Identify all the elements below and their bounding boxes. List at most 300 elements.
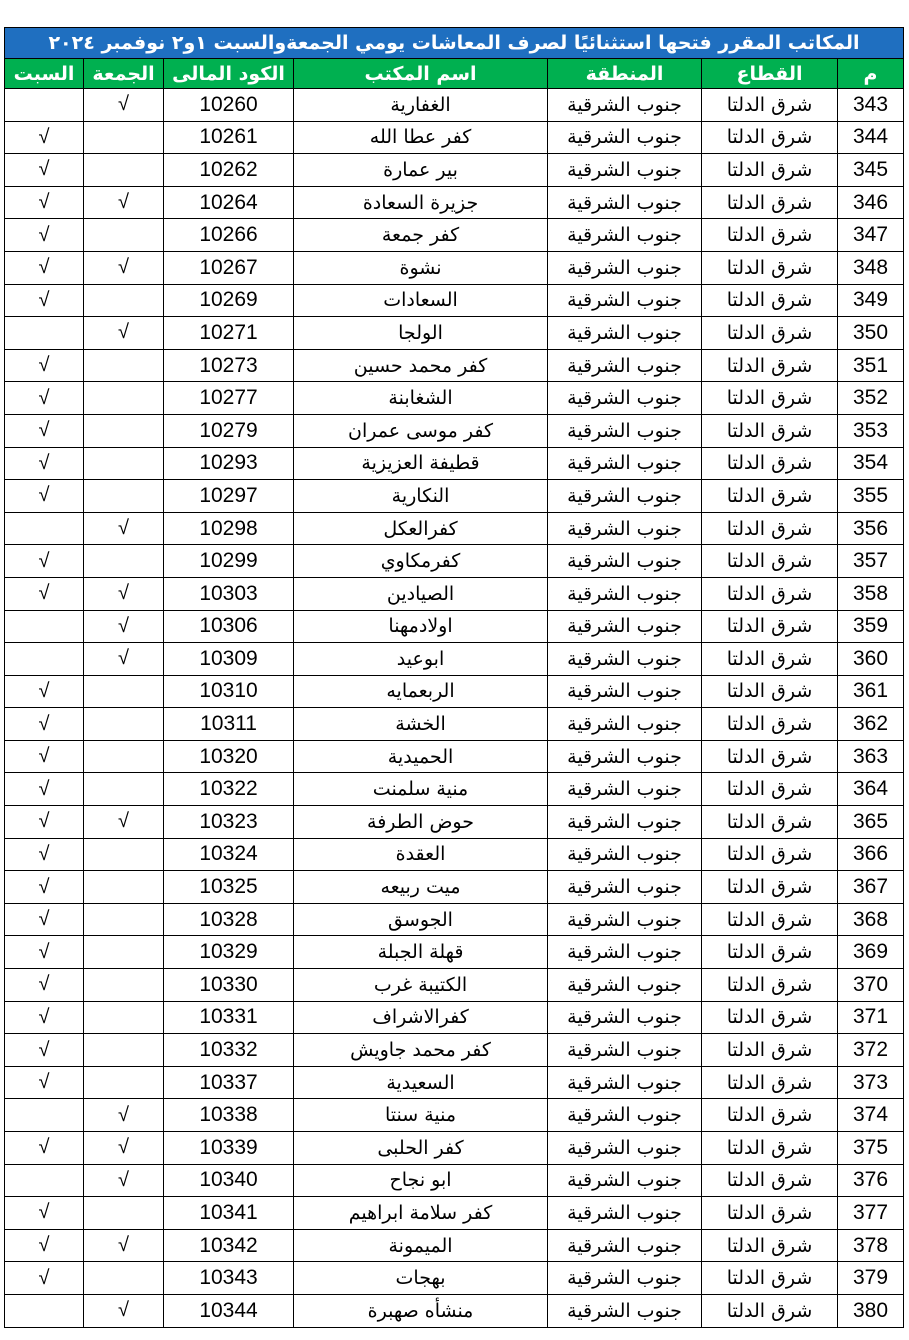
friday-check-cell: √ — [84, 1229, 164, 1262]
office-name-cell: الشغابنة — [294, 382, 548, 415]
financial-code-cell: 10330 — [164, 969, 294, 1002]
saturday-check-cell — [5, 1294, 84, 1327]
financial-code-cell: 10332 — [164, 1034, 294, 1067]
office-name-cell: الصيادين — [294, 577, 548, 610]
financial-code-cell: 10341 — [164, 1197, 294, 1230]
saturday-check-cell: √ — [5, 871, 84, 904]
financial-code-cell: 10279 — [164, 414, 294, 447]
sector-cell: شرق الدلتا — [702, 447, 838, 480]
region-cell: جنوب الشرقية — [548, 643, 702, 676]
saturday-check-cell: √ — [5, 382, 84, 415]
financial-code-cell: 10340 — [164, 1164, 294, 1197]
office-name-cell: كفرمكاوي — [294, 545, 548, 578]
region-cell: جنوب الشرقية — [548, 284, 702, 317]
sector-cell: شرق الدلتا — [702, 545, 838, 578]
region-cell: جنوب الشرقية — [548, 1099, 702, 1132]
row-number: 365 — [838, 806, 904, 839]
page-title: المكاتب المقرر فتحها استثنائيًا لصرف المعاشات يومي الجمعةوالسبت ١و٢ نوفمبر ٢٠٢٤ — [5, 28, 904, 59]
row-number: 364 — [838, 773, 904, 806]
sector-cell: شرق الدلتا — [702, 382, 838, 415]
region-cell: جنوب الشرقية — [548, 480, 702, 513]
saturday-check-cell: √ — [5, 284, 84, 317]
saturday-check-cell: √ — [5, 447, 84, 480]
row-number: 369 — [838, 936, 904, 969]
saturday-check-cell: √ — [5, 708, 84, 741]
saturday-check-cell: √ — [5, 414, 84, 447]
row-number: 371 — [838, 1001, 904, 1034]
financial-code-cell: 10325 — [164, 871, 294, 904]
region-cell: جنوب الشرقية — [548, 903, 702, 936]
saturday-check-cell — [5, 643, 84, 676]
region-cell: جنوب الشرقية — [548, 838, 702, 871]
friday-check-cell — [84, 1262, 164, 1295]
financial-code-cell: 10277 — [164, 382, 294, 415]
row-number: 348 — [838, 251, 904, 284]
friday-check-cell — [84, 1034, 164, 1067]
table-row — [5, 121, 904, 154]
sector-cell: شرق الدلتا — [702, 349, 838, 382]
table-body — [5, 89, 904, 1328]
office-name-cell: كفر محمد جاويش — [294, 1034, 548, 1067]
financial-code-cell: 10306 — [164, 610, 294, 643]
sector-cell: شرق الدلتا — [702, 89, 838, 122]
friday-check-cell — [84, 414, 164, 447]
friday-check-cell — [84, 773, 164, 806]
sector-cell: شرق الدلتا — [702, 936, 838, 969]
saturday-check-cell: √ — [5, 251, 84, 284]
saturday-check-cell: √ — [5, 1066, 84, 1099]
row-number: 353 — [838, 414, 904, 447]
financial-code-cell: 10337 — [164, 1066, 294, 1099]
sector-cell: شرق الدلتا — [702, 903, 838, 936]
office-name-cell: بير عمارة — [294, 154, 548, 187]
sector-cell: شرق الدلتا — [702, 414, 838, 447]
financial-code-cell: 10269 — [164, 284, 294, 317]
financial-code-cell: 10299 — [164, 545, 294, 578]
row-number: 361 — [838, 675, 904, 708]
table-row — [5, 1164, 904, 1197]
sector-cell: شرق الدلتا — [702, 1229, 838, 1262]
friday-check-cell — [84, 675, 164, 708]
friday-check-cell: √ — [84, 186, 164, 219]
sector-cell: شرق الدلتا — [702, 512, 838, 545]
saturday-check-cell — [5, 317, 84, 350]
saturday-check-cell: √ — [5, 936, 84, 969]
friday-check-cell: √ — [84, 251, 164, 284]
office-name-cell: الولجا — [294, 317, 548, 350]
table-row — [5, 1132, 904, 1165]
sector-cell: شرق الدلتا — [702, 1001, 838, 1034]
friday-check-cell: √ — [84, 610, 164, 643]
region-cell: جنوب الشرقية — [548, 577, 702, 610]
saturday-check-cell: √ — [5, 480, 84, 513]
column-header-m: م — [838, 59, 904, 89]
friday-check-cell — [84, 969, 164, 1002]
friday-check-cell — [84, 838, 164, 871]
sector-cell: شرق الدلتا — [702, 675, 838, 708]
table-row — [5, 1034, 904, 1067]
financial-code-cell: 10260 — [164, 89, 294, 122]
region-cell: جنوب الشرقية — [548, 317, 702, 350]
region-cell: جنوب الشرقية — [548, 1197, 702, 1230]
friday-check-cell: √ — [84, 1294, 164, 1327]
region-cell: جنوب الشرقية — [548, 740, 702, 773]
table-row — [5, 610, 904, 643]
financial-code-cell: 10329 — [164, 936, 294, 969]
financial-code-cell: 10262 — [164, 154, 294, 187]
title-row — [5, 28, 904, 59]
row-number: 344 — [838, 121, 904, 154]
office-name-cell: ميت ربيعه — [294, 871, 548, 904]
row-number: 379 — [838, 1262, 904, 1295]
friday-check-cell — [84, 936, 164, 969]
financial-code-cell: 10324 — [164, 838, 294, 871]
sector-cell: شرق الدلتا — [702, 121, 838, 154]
office-name-cell: الخشة — [294, 708, 548, 741]
saturday-check-cell: √ — [5, 675, 84, 708]
region-cell: جنوب الشرقية — [548, 219, 702, 252]
saturday-check-cell: √ — [5, 219, 84, 252]
sector-cell: شرق الدلتا — [702, 806, 838, 839]
office-name-cell: منية سلمنت — [294, 773, 548, 806]
office-name-cell: حوض الطرفة — [294, 806, 548, 839]
friday-check-cell: √ — [84, 89, 164, 122]
financial-code-cell: 10267 — [164, 251, 294, 284]
table-row — [5, 675, 904, 708]
friday-check-cell — [84, 1066, 164, 1099]
row-number: 347 — [838, 219, 904, 252]
office-name-cell: كفر سلامة ابراهيم — [294, 1197, 548, 1230]
saturday-check-cell — [5, 512, 84, 545]
friday-check-cell: √ — [84, 577, 164, 610]
row-number: 349 — [838, 284, 904, 317]
sector-cell: شرق الدلتا — [702, 1164, 838, 1197]
sector-cell: شرق الدلتا — [702, 871, 838, 904]
table-row — [5, 317, 904, 350]
region-cell: جنوب الشرقية — [548, 382, 702, 415]
office-name-cell: كفر موسى عمران — [294, 414, 548, 447]
row-number: 373 — [838, 1066, 904, 1099]
row-number: 357 — [838, 545, 904, 578]
region-cell: جنوب الشرقية — [548, 186, 702, 219]
region-cell: جنوب الشرقية — [548, 1294, 702, 1327]
saturday-check-cell: √ — [5, 1262, 84, 1295]
office-name-cell: كفرالاشراف — [294, 1001, 548, 1034]
region-cell: جنوب الشرقية — [548, 545, 702, 578]
row-number: 368 — [838, 903, 904, 936]
row-number: 376 — [838, 1164, 904, 1197]
financial-code-cell: 10293 — [164, 447, 294, 480]
region-cell: جنوب الشرقية — [548, 89, 702, 122]
table-row — [5, 643, 904, 676]
row-number: 359 — [838, 610, 904, 643]
table-row — [5, 740, 904, 773]
sector-cell: شرق الدلتا — [702, 154, 838, 187]
region-cell: جنوب الشرقية — [548, 447, 702, 480]
region-cell: جنوب الشرقية — [548, 1001, 702, 1034]
region-cell: جنوب الشرقية — [548, 806, 702, 839]
region-cell: جنوب الشرقية — [548, 1132, 702, 1165]
row-number: 343 — [838, 89, 904, 122]
friday-check-cell — [84, 349, 164, 382]
table-row — [5, 969, 904, 1002]
friday-check-cell: √ — [84, 1099, 164, 1132]
table-row — [5, 414, 904, 447]
friday-check-cell — [84, 382, 164, 415]
column-header-sector: القطاع — [702, 59, 838, 89]
office-name-cell: جزيرة السعادة — [294, 186, 548, 219]
table-row — [5, 1001, 904, 1034]
financial-code-cell: 10339 — [164, 1132, 294, 1165]
table-row — [5, 903, 904, 936]
office-name-cell: نشوة — [294, 251, 548, 284]
sector-cell: شرق الدلتا — [702, 1099, 838, 1132]
table-row — [5, 382, 904, 415]
friday-check-cell — [84, 121, 164, 154]
office-name-cell: كفر جمعة — [294, 219, 548, 252]
column-header-office: اسم المكتب — [294, 59, 548, 89]
saturday-check-cell: √ — [5, 121, 84, 154]
table-row — [5, 1262, 904, 1295]
office-name-cell: الغفارية — [294, 89, 548, 122]
friday-check-cell: √ — [84, 806, 164, 839]
office-name-cell: الربعمايه — [294, 675, 548, 708]
table-row — [5, 284, 904, 317]
row-number: 375 — [838, 1132, 904, 1165]
table-row — [5, 154, 904, 187]
office-name-cell: ابو نجاح — [294, 1164, 548, 1197]
sector-cell: شرق الدلتا — [702, 773, 838, 806]
sector-cell: شرق الدلتا — [702, 740, 838, 773]
column-header-friday: الجمعة — [84, 59, 164, 89]
region-cell: جنوب الشرقية — [548, 675, 702, 708]
table-row — [5, 838, 904, 871]
saturday-check-cell: √ — [5, 186, 84, 219]
financial-code-cell: 10298 — [164, 512, 294, 545]
saturday-check-cell: √ — [5, 1132, 84, 1165]
friday-check-cell — [84, 447, 164, 480]
region-cell: جنوب الشرقية — [548, 871, 702, 904]
saturday-check-cell: √ — [5, 154, 84, 187]
sector-cell: شرق الدلتا — [702, 1262, 838, 1295]
office-name-cell: كفر الحلبى — [294, 1132, 548, 1165]
region-cell: جنوب الشرقية — [548, 1164, 702, 1197]
financial-code-cell: 10297 — [164, 480, 294, 513]
office-name-cell: بهجات — [294, 1262, 548, 1295]
table-row — [5, 186, 904, 219]
sector-cell: شرق الدلتا — [702, 317, 838, 350]
sector-cell: شرق الدلتا — [702, 1034, 838, 1067]
row-number: 363 — [838, 740, 904, 773]
financial-code-cell: 10303 — [164, 577, 294, 610]
financial-code-cell: 10322 — [164, 773, 294, 806]
region-cell: جنوب الشرقية — [548, 349, 702, 382]
saturday-check-cell: √ — [5, 740, 84, 773]
region-cell: جنوب الشرقية — [548, 1229, 702, 1262]
financial-code-cell: 10264 — [164, 186, 294, 219]
friday-check-cell — [84, 708, 164, 741]
region-cell: جنوب الشرقية — [548, 251, 702, 284]
row-number: 378 — [838, 1229, 904, 1262]
region-cell: جنوب الشرقية — [548, 969, 702, 1002]
friday-check-cell — [84, 740, 164, 773]
table-row — [5, 349, 904, 382]
row-number: 380 — [838, 1294, 904, 1327]
sector-cell: شرق الدلتا — [702, 480, 838, 513]
row-number: 351 — [838, 349, 904, 382]
table-row — [5, 1197, 904, 1230]
office-name-cell: الحميدية — [294, 740, 548, 773]
region-cell: جنوب الشرقية — [548, 512, 702, 545]
table-row — [5, 871, 904, 904]
saturday-check-cell: √ — [5, 1197, 84, 1230]
column-header-region: المنطقة — [548, 59, 702, 89]
office-name-cell: كفر محمد حسين — [294, 349, 548, 382]
row-number: 367 — [838, 871, 904, 904]
sector-cell: شرق الدلتا — [702, 1197, 838, 1230]
saturday-check-cell: √ — [5, 903, 84, 936]
table-row — [5, 219, 904, 252]
saturday-check-cell — [5, 610, 84, 643]
sector-cell: شرق الدلتا — [702, 251, 838, 284]
sector-cell: شرق الدلتا — [702, 1294, 838, 1327]
sector-cell: شرق الدلتا — [702, 969, 838, 1002]
row-number: 354 — [838, 447, 904, 480]
friday-check-cell — [84, 480, 164, 513]
office-name-cell: منية سنتا — [294, 1099, 548, 1132]
financial-code-cell: 10338 — [164, 1099, 294, 1132]
friday-check-cell — [84, 903, 164, 936]
financial-code-cell: 10342 — [164, 1229, 294, 1262]
office-name-cell: كفر عطا الله — [294, 121, 548, 154]
office-name-cell: ابوعيد — [294, 643, 548, 676]
table-row — [5, 1099, 904, 1132]
friday-check-cell: √ — [84, 512, 164, 545]
saturday-check-cell: √ — [5, 1001, 84, 1034]
office-name-cell: السعيدية — [294, 1066, 548, 1099]
table-row — [5, 1229, 904, 1262]
financial-code-cell: 10266 — [164, 219, 294, 252]
financial-code-cell: 10323 — [164, 806, 294, 839]
sector-cell: شرق الدلتا — [702, 708, 838, 741]
column-header-code: الكود المالى — [164, 59, 294, 89]
financial-code-cell: 10310 — [164, 675, 294, 708]
saturday-check-cell: √ — [5, 349, 84, 382]
office-name-cell: كفرالعكل — [294, 512, 548, 545]
sector-cell: شرق الدلتا — [702, 1132, 838, 1165]
sector-cell: شرق الدلتا — [702, 577, 838, 610]
row-number: 356 — [838, 512, 904, 545]
saturday-check-cell: √ — [5, 1229, 84, 1262]
saturday-check-cell — [5, 89, 84, 122]
office-name-cell: قهلة الجبلة — [294, 936, 548, 969]
financial-code-cell: 10309 — [164, 643, 294, 676]
table-row — [5, 708, 904, 741]
saturday-check-cell — [5, 1164, 84, 1197]
table-row — [5, 577, 904, 610]
financial-code-cell: 10273 — [164, 349, 294, 382]
sector-cell: شرق الدلتا — [702, 284, 838, 317]
table-row — [5, 806, 904, 839]
row-number: 370 — [838, 969, 904, 1002]
region-cell: جنوب الشرقية — [548, 1034, 702, 1067]
table-row — [5, 545, 904, 578]
friday-check-cell — [84, 871, 164, 904]
column-header-saturday: السبت — [5, 59, 84, 89]
row-number: 362 — [838, 708, 904, 741]
office-name-cell: اولادمهنا — [294, 610, 548, 643]
sector-cell: شرق الدلتا — [702, 838, 838, 871]
saturday-check-cell: √ — [5, 773, 84, 806]
sector-cell: شرق الدلتا — [702, 219, 838, 252]
region-cell: جنوب الشرقية — [548, 121, 702, 154]
financial-code-cell: 10261 — [164, 121, 294, 154]
friday-check-cell — [84, 545, 164, 578]
saturday-check-cell: √ — [5, 577, 84, 610]
sector-cell: شرق الدلتا — [702, 186, 838, 219]
region-cell: جنوب الشرقية — [548, 1066, 702, 1099]
table-row — [5, 1066, 904, 1099]
financial-code-cell: 10320 — [164, 740, 294, 773]
financial-code-cell: 10331 — [164, 1001, 294, 1034]
office-name-cell: العقدة — [294, 838, 548, 871]
financial-code-cell: 10343 — [164, 1262, 294, 1295]
office-name-cell: منشأه صهبرة — [294, 1294, 548, 1327]
region-cell: جنوب الشرقية — [548, 610, 702, 643]
office-name-cell: الجوسق — [294, 903, 548, 936]
friday-check-cell — [84, 1001, 164, 1034]
offices-table — [4, 27, 904, 1328]
friday-check-cell — [84, 284, 164, 317]
sector-cell: شرق الدلتا — [702, 610, 838, 643]
row-number: 358 — [838, 577, 904, 610]
office-name-cell: النكارية — [294, 480, 548, 513]
friday-check-cell — [84, 219, 164, 252]
table-row — [5, 936, 904, 969]
financial-code-cell: 10328 — [164, 903, 294, 936]
financial-code-cell: 10271 — [164, 317, 294, 350]
table-row — [5, 251, 904, 284]
table-row — [5, 773, 904, 806]
row-number: 374 — [838, 1099, 904, 1132]
sector-cell: شرق الدلتا — [702, 1066, 838, 1099]
saturday-check-cell: √ — [5, 545, 84, 578]
financial-code-cell: 10344 — [164, 1294, 294, 1327]
row-number: 372 — [838, 1034, 904, 1067]
region-cell: جنوب الشرقية — [548, 1262, 702, 1295]
region-cell: جنوب الشرقية — [548, 773, 702, 806]
office-name-cell: الكتيبة غرب — [294, 969, 548, 1002]
friday-check-cell — [84, 154, 164, 187]
table-row — [5, 447, 904, 480]
financial-code-cell: 10311 — [164, 708, 294, 741]
row-number: 355 — [838, 480, 904, 513]
table-row — [5, 89, 904, 122]
friday-check-cell — [84, 1197, 164, 1230]
region-cell: جنوب الشرقية — [548, 414, 702, 447]
row-number: 345 — [838, 154, 904, 187]
row-number: 346 — [838, 186, 904, 219]
sector-cell: شرق الدلتا — [702, 643, 838, 676]
table-row — [5, 480, 904, 513]
office-name-cell: السعادات — [294, 284, 548, 317]
row-number: 366 — [838, 838, 904, 871]
table-row — [5, 1294, 904, 1327]
saturday-check-cell: √ — [5, 806, 84, 839]
row-number: 350 — [838, 317, 904, 350]
friday-check-cell: √ — [84, 643, 164, 676]
friday-check-cell: √ — [84, 1164, 164, 1197]
